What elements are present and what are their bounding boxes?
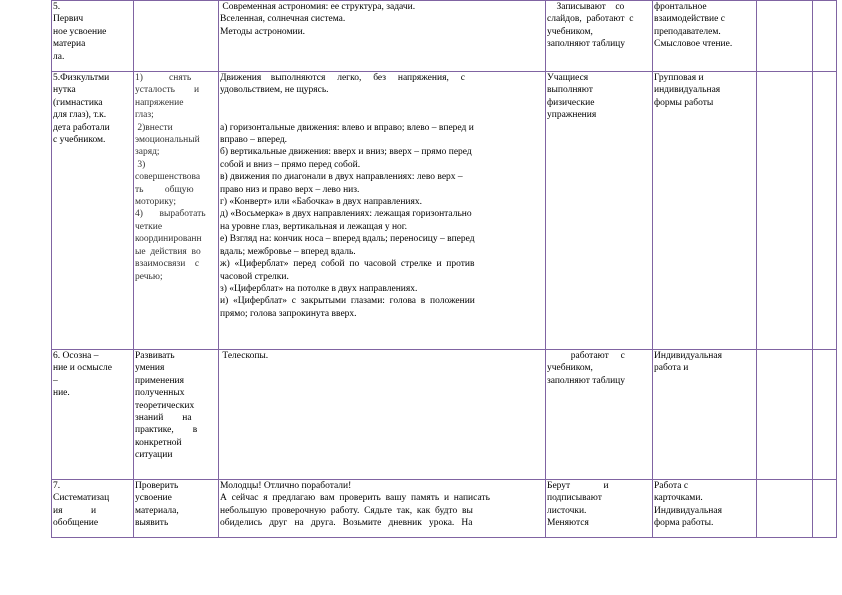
stage-text: 7. Систематизац ия и обобщение [53, 481, 110, 529]
content-cell [219, 350, 546, 480]
tasks-text: 1) снять усталость и напряжение глаз; 2)внести эмоциональный заряд; 3) совершенствова ть общую моторику; 4) выработать четкие координированн ые действия во взаимосвязи с речью; [135, 73, 206, 282]
tasks-cell [134, 72, 219, 350]
content-text: Современная астрономия: ее структура, задачи. Вселенная, солнечная система. Методы астрономии. [220, 2, 416, 37]
tasks-text: Развивать умения применения полученных теоретических знаний на практике, в конкретной ситуации [135, 351, 198, 461]
stage-text: 5.Физкультми нутка (гимнастика для глаз), т.к. дета работали с учебником. [53, 73, 110, 146]
forms-text: Групповая и индивидуальная формы работы [654, 73, 721, 108]
tasks-cell [134, 480, 219, 538]
tasks-text: Проверить усвоение материала, выявить [135, 481, 179, 529]
empty-cell [757, 1, 813, 72]
empty-cell [757, 480, 813, 538]
content-cell [219, 1, 546, 72]
content-text: Телескопы. [220, 351, 269, 361]
content-cell [219, 72, 546, 350]
students-text: Берут и подписывают листочки. Меняются [547, 481, 609, 529]
stage-text: 6. Осозна – ние и осмысле – ние. [53, 351, 112, 399]
forms-cell [653, 350, 757, 480]
students-text: Записывают со слайдов, работают с учебником, заполняют таблицу [547, 2, 634, 50]
empty-cell [813, 1, 837, 72]
table-row [52, 1, 837, 72]
empty-cell [813, 72, 837, 350]
students-text: Учащиеся выполняют физические упражнения [547, 73, 597, 121]
empty-cell [757, 72, 813, 350]
stage-cell [52, 350, 134, 480]
lesson-plan-table [51, 0, 837, 538]
forms-cell [653, 480, 757, 538]
empty-cell [757, 350, 813, 480]
content-cell [219, 480, 546, 538]
content-text: Движения выполняются легко, без напряжения, с удовольствием, не щурясь. а) горизонтальные движения: влево и вправо; влево – вперед и вправо – вперед. б) вертикальные движения: вверх и вниз; вверх – прямо перед собой и вниз – прямо перед собой. в) движения по диагонали в двух направлениях: лево верх – право низ и право верх – лево низ. г) «Конверт» или «Бабочка» в двух направлениях. д) «Восьмерка» в двух направлениях: лежащая горизонтально на уровне глаз, вертикальная и лежащая у ног. е) Взгляд на: кончик носа – вперед вдаль; переносицу – вперед вдаль; межбровье – вперед вдаль. ж) «Циферблат» перед собой по часовой стрелке и против часовой стрелки. з) «Циферблат» на потолке в двух направлениях. и) «Циферблат» с закрытыми глазами: голова в положении прямо; голова запрокинута вверх. [220, 73, 475, 319]
empty-cell [813, 480, 837, 538]
stage-text: 5. Первич ное усвоение материа ла. [53, 2, 107, 62]
forms-text: Работа с карточками. Индивидуальная форма работы. [654, 481, 722, 529]
forms-text: фронтальное взаимодействие с преподавателем. Смысловое чтение. [654, 2, 733, 50]
tasks-cell [134, 350, 219, 480]
forms-text: Индивидуальная работа и [654, 351, 722, 374]
content-text: Молодцы! Отлично поработали! А сейчас я предлагаю вам проверить вашу память и написать небольшую проверочную работу. Сядьте так, как будто вы обиделись друг на друга. Возьмите дневник урока. На [220, 481, 490, 529]
table-row [52, 72, 837, 350]
table-row [52, 350, 837, 480]
forms-cell [653, 1, 757, 72]
students-cell [546, 480, 653, 538]
table-row [52, 480, 837, 538]
empty-cell [813, 350, 837, 480]
students-cell [546, 1, 653, 72]
students-cell [546, 350, 653, 480]
students-text: работают с учебником, заполняют таблицу [547, 351, 625, 386]
forms-cell [653, 72, 757, 350]
students-cell [546, 72, 653, 350]
stage-cell [52, 1, 134, 72]
stage-cell [52, 480, 134, 538]
tasks-cell [134, 1, 219, 72]
stage-cell [52, 72, 134, 350]
